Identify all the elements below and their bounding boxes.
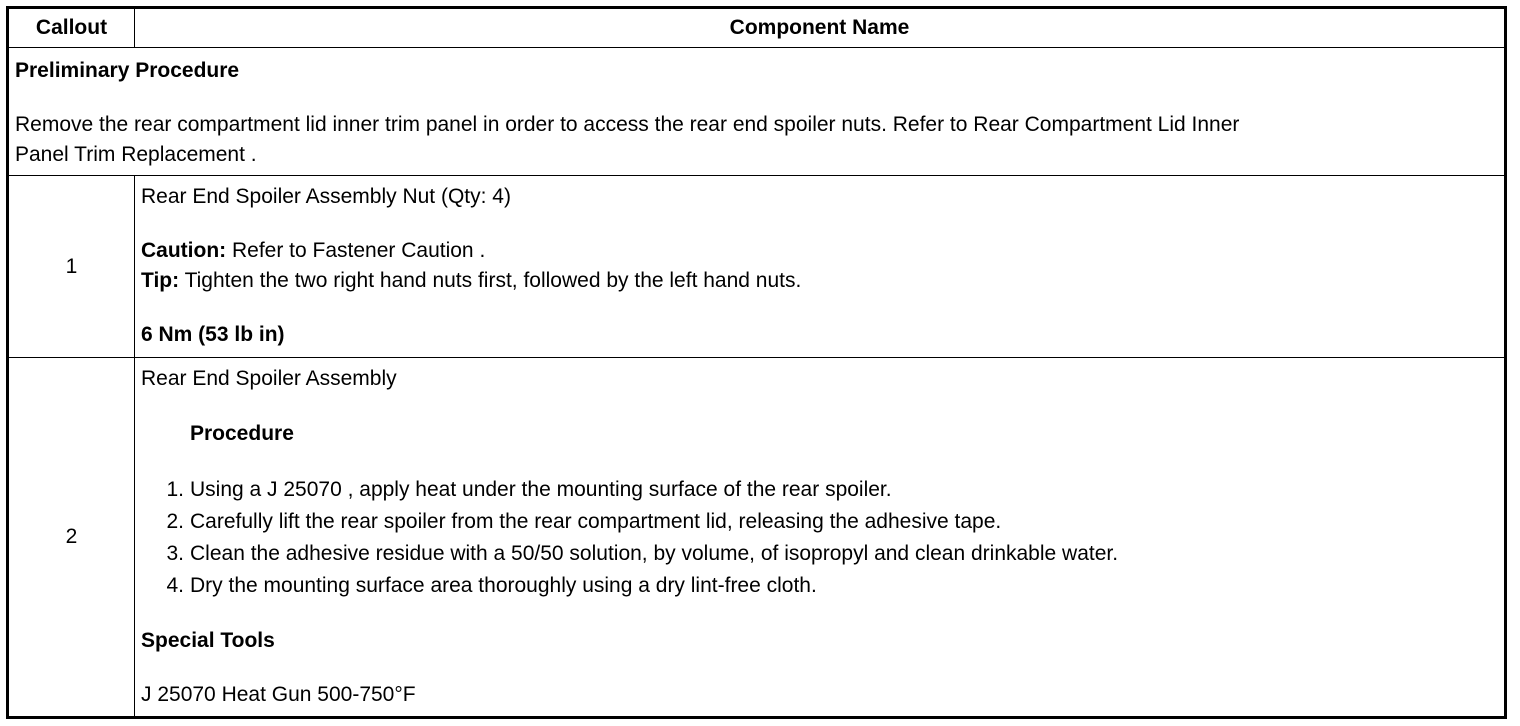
component-title: Rear End Spoiler Assembly Nut (Qty: 4) bbox=[141, 185, 511, 209]
component-cell bbox=[135, 176, 1505, 358]
caution-line bbox=[141, 236, 1498, 266]
tip-text: Tighten the two right hand nuts first, followed by the left hand nuts. bbox=[179, 269, 802, 293]
component-name-column-header: Component Name bbox=[135, 9, 1505, 48]
torque-spec: 6 Nm (53 lb in) bbox=[141, 323, 285, 347]
step-number: 2. bbox=[166, 510, 184, 534]
list-item bbox=[141, 474, 1498, 506]
list-item bbox=[141, 538, 1498, 570]
tip-line bbox=[141, 266, 1498, 296]
step-text: Dry the mounting surface area thoroughly using a dry lint-free cloth. bbox=[190, 574, 817, 598]
list-item bbox=[141, 506, 1498, 538]
step-number: 1. bbox=[166, 478, 184, 502]
special-tools-heading: Special Tools bbox=[141, 629, 275, 653]
step-number: 3. bbox=[166, 542, 184, 566]
procedure-heading: Procedure bbox=[190, 422, 294, 446]
table-row bbox=[9, 176, 1505, 358]
table-row bbox=[9, 358, 1505, 717]
component-table bbox=[8, 8, 1505, 717]
preliminary-procedure-cell bbox=[9, 48, 1505, 176]
step-number: 4. bbox=[166, 574, 184, 598]
step-text: Clean the adhesive residue with a 50/50 solution, by volume, of isopropyl and clean drinkable water. bbox=[190, 542, 1119, 566]
list-item bbox=[141, 570, 1498, 602]
special-tool-item: J 25070 Heat Gun 500-750°F bbox=[141, 683, 416, 707]
preliminary-procedure-text-line-1: Remove the rear compartment lid inner trim panel in order to access the rear end spoiler nuts. Refer to Rear Compartment Lid Inner bbox=[15, 113, 1240, 136]
callout-number: 1 bbox=[9, 176, 135, 358]
component-title: Rear End Spoiler Assembly bbox=[141, 367, 397, 391]
preliminary-procedure-heading: Preliminary Procedure bbox=[15, 59, 240, 82]
step-text: Carefully lift the rear spoiler from the rear compartment lid, releasing the adhesive tape. bbox=[190, 510, 1002, 534]
component-table-document bbox=[6, 6, 1507, 719]
callout-column-header: Callout bbox=[9, 9, 135, 48]
caution-text: Refer to Fastener Caution . bbox=[226, 239, 486, 263]
callout-number: 2 bbox=[9, 358, 135, 717]
caution-label: Caution: bbox=[141, 239, 227, 263]
tip-label: Tip: bbox=[141, 269, 180, 293]
table-header-row bbox=[9, 9, 1505, 48]
procedure-steps-list bbox=[141, 474, 1498, 602]
step-text: Using a J 25070 , apply heat under the mounting surface of the rear spoiler. bbox=[190, 478, 892, 502]
preliminary-procedure-text-line-2: Panel Trim Replacement . bbox=[15, 143, 257, 166]
component-cell bbox=[135, 358, 1505, 717]
preliminary-procedure-row bbox=[9, 48, 1505, 176]
